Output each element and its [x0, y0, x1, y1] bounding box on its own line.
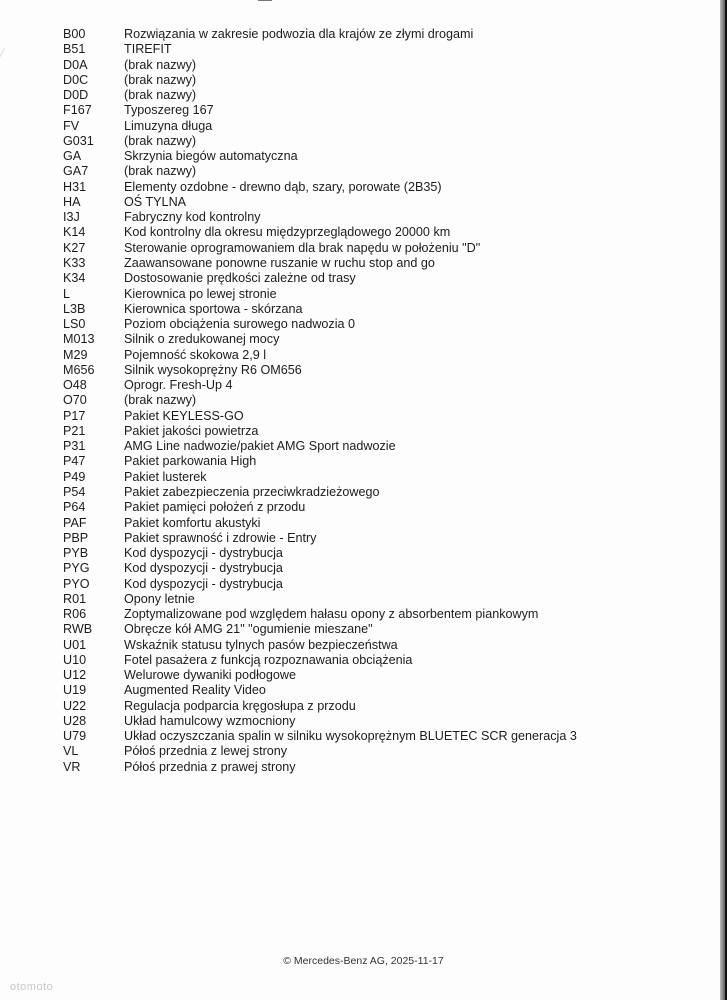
option-code: D0C [63, 72, 89, 87]
option-description: OŚ TYLNA [124, 194, 187, 209]
option-row [62, 42, 682, 57]
option-row [62, 516, 682, 531]
option-code: U28 [63, 713, 87, 728]
option-row [62, 531, 682, 546]
option-row [62, 378, 682, 393]
option-code: LS0 [63, 317, 86, 332]
option-code: O70 [63, 393, 87, 408]
option-row [62, 561, 682, 576]
option-code: RWB [63, 622, 93, 637]
option-row [62, 88, 682, 103]
option-description: Pakiet parkowania High [124, 454, 257, 469]
option-code: P49 [63, 469, 86, 484]
option-code: U79 [63, 729, 87, 744]
option-row [62, 225, 682, 240]
option-code: G031 [63, 133, 94, 148]
option-description: Elementy ozdobne - drewno dąb, szary, porowate (2B35) [124, 179, 442, 194]
option-row [62, 27, 682, 42]
equipment-code-list [62, 27, 682, 775]
option-code: GA [63, 149, 82, 164]
option-description: (brak nazwy) [124, 164, 197, 179]
option-row [62, 485, 682, 500]
option-description: Regulacja podparcia kręgosłupa z przodu [124, 698, 356, 713]
option-description: Kod dyspozycji - dystrybucja [124, 576, 283, 591]
option-description: TIREFIT [124, 42, 172, 57]
option-code: H31 [63, 179, 87, 194]
option-description: Rozwiązania w zakresie podwozia dla krajów ze złymi drogami [124, 27, 474, 41]
option-code: M013 [63, 332, 95, 347]
option-row [62, 668, 682, 683]
option-row [62, 699, 682, 714]
option-code: F167 [63, 103, 92, 118]
option-row [62, 439, 682, 454]
option-code: K27 [63, 240, 86, 255]
option-code: L3B [63, 301, 86, 316]
option-row [62, 317, 682, 332]
option-code: O48 [63, 378, 87, 393]
option-row [62, 58, 682, 73]
option-row [62, 638, 682, 653]
option-code: PAF [63, 515, 87, 530]
option-code: U19 [63, 683, 87, 698]
option-description: Oprogr. Fresh-Up 4 [124, 378, 233, 393]
option-row [62, 241, 682, 256]
option-row [62, 653, 682, 668]
option-code: P31 [63, 439, 86, 454]
option-row [62, 470, 682, 485]
option-description: Zoptymalizowane pod względem hałasu opony z absorbentem piankowym [124, 607, 539, 622]
option-code: U01 [63, 637, 87, 652]
option-description: Kod dyspozycji - dystrybucja [124, 561, 283, 576]
option-row [62, 546, 682, 561]
copyright-footer: © Mercedes-Benz AG, 2025-11-17 [283, 955, 444, 967]
option-description: Pakiet zabezpieczenia przeciwkradzieżowego [124, 484, 380, 499]
option-description: AMG Line nadwozie/pakiet AMG Sport nadwozie [124, 439, 396, 454]
option-description: Półoś przednia z prawej strony [124, 759, 296, 774]
option-code: P17 [63, 408, 86, 423]
option-description: (brak nazwy) [124, 393, 197, 408]
option-row [62, 287, 682, 302]
option-code: R01 [63, 591, 87, 606]
option-row [62, 577, 682, 592]
option-row [62, 500, 682, 515]
option-code: L [63, 286, 71, 301]
option-code: K14 [63, 225, 86, 240]
option-description: Kod dyspozycji - dystrybucja [124, 546, 283, 561]
option-code: PYO [63, 576, 90, 591]
scan-mark [258, 0, 272, 1]
option-row [62, 683, 682, 698]
option-description: Układ hamulcowy wzmocniony [124, 713, 296, 728]
option-row [62, 744, 682, 759]
option-row [62, 119, 682, 134]
option-row [62, 714, 682, 729]
option-row [62, 103, 682, 118]
option-description: (brak nazwy) [124, 88, 197, 103]
option-row [62, 393, 682, 408]
option-description: Fabryczny kod kontrolny [124, 210, 261, 225]
option-description: Silnik o zredukowanej mocy [124, 332, 280, 347]
option-row [62, 210, 682, 225]
option-row [62, 134, 682, 149]
option-row [62, 424, 682, 439]
option-description: Skrzynia biegów automatyczna [124, 149, 298, 164]
option-code: I3J [63, 210, 80, 225]
option-code: U22 [63, 698, 87, 713]
option-description: Obręcze kół AMG 21" "ogumienie mieszane" [124, 622, 373, 637]
option-description: Fotel pasażera z funkcją rozpoznawania obciążenia [124, 652, 413, 667]
option-row [62, 256, 682, 271]
option-code: R06 [63, 607, 87, 622]
option-description: Pakiet KEYLESS-GO [124, 408, 244, 423]
option-code: M29 [63, 347, 88, 362]
option-code: P21 [63, 423, 86, 438]
option-code: U10 [63, 652, 87, 667]
option-description: Augmented Reality Video [124, 683, 266, 698]
option-row [62, 729, 682, 744]
option-code: K33 [63, 255, 86, 270]
option-description: Dostosowanie prędkości zależne od trasy [124, 271, 356, 286]
option-description: Limuzyna długa [124, 118, 213, 133]
option-row [62, 164, 682, 179]
option-code: U12 [63, 668, 87, 683]
option-description: Pakiet pamięci położeń z przodu [124, 500, 306, 515]
option-description: Układ oczyszczania spalin w silniku wysokoprężnym BLUETEC SCR generacja 3 [124, 729, 577, 744]
option-row [62, 760, 682, 775]
option-description: (brak nazwy) [124, 57, 197, 72]
option-row [62, 180, 682, 195]
option-description: Zaawansowane ponowne ruszanie w ruchu stop and go [124, 255, 435, 270]
option-description: Opony letnie [124, 591, 195, 606]
option-code: D0A [63, 57, 88, 72]
option-description: Kod kontrolny dla okresu międzyprzeglądowego 20000 km [124, 225, 451, 240]
option-description: Półoś przednia z lewej strony [124, 744, 288, 759]
option-code: B00 [63, 27, 86, 41]
option-row [62, 195, 682, 210]
option-code: B51 [63, 42, 86, 57]
option-code: P64 [63, 500, 86, 515]
option-description: Pakiet komfortu akustyki [124, 515, 261, 530]
option-row [62, 454, 682, 469]
option-code: PBP [63, 530, 89, 545]
option-description: Pakiet lusterek [124, 469, 207, 484]
option-code: D0D [63, 88, 89, 103]
paper-fold-line [0, 48, 5, 146]
option-code: VL [63, 744, 79, 759]
option-row [62, 332, 682, 347]
watermark-logo: otomoto [10, 981, 54, 993]
option-description: Wskaźnik statusu tylnych pasów bezpieczeństwa [124, 637, 398, 652]
option-code: K34 [63, 271, 86, 286]
option-description: Poziom obciążenia surowego nadwozia 0 [124, 317, 356, 332]
option-code: FV [63, 118, 80, 133]
option-code: M656 [63, 362, 95, 377]
option-row [62, 363, 682, 378]
option-code: PYB [63, 546, 89, 561]
option-description: (brak nazwy) [124, 133, 197, 148]
option-row [62, 622, 682, 637]
option-description: Pakiet jakości powietrza [124, 423, 259, 438]
option-row [62, 271, 682, 286]
option-code: P47 [63, 454, 86, 469]
option-row [62, 149, 682, 164]
option-row [62, 592, 682, 607]
option-row [62, 409, 682, 424]
option-code: PYG [63, 561, 90, 576]
option-row [62, 607, 682, 622]
option-description: Kierownica sportowa - skórzana [124, 301, 303, 316]
option-description: Kierownica po lewej stronie [124, 286, 277, 301]
option-description: Silnik wysokoprężny R6 OM656 [124, 362, 302, 377]
option-description: Pojemność skokowa 2,9 l [124, 347, 267, 362]
option-code: HA [63, 194, 81, 209]
option-description: Pakiet sprawność i zdrowie - Entry [124, 530, 317, 545]
option-description: (brak nazwy) [124, 72, 197, 87]
option-description: Typoszereg 167 [124, 103, 214, 118]
option-row [62, 302, 682, 317]
option-description: Sterowanie oprogramowaniem dla brak napędu w położeniu "D" [124, 240, 481, 255]
option-description: Welurowe dywaniki podłogowe [124, 668, 296, 683]
option-code: VR [63, 759, 81, 774]
option-code: P54 [63, 484, 86, 499]
option-row [62, 348, 682, 363]
option-code: GA7 [63, 164, 89, 179]
option-row [62, 73, 682, 88]
